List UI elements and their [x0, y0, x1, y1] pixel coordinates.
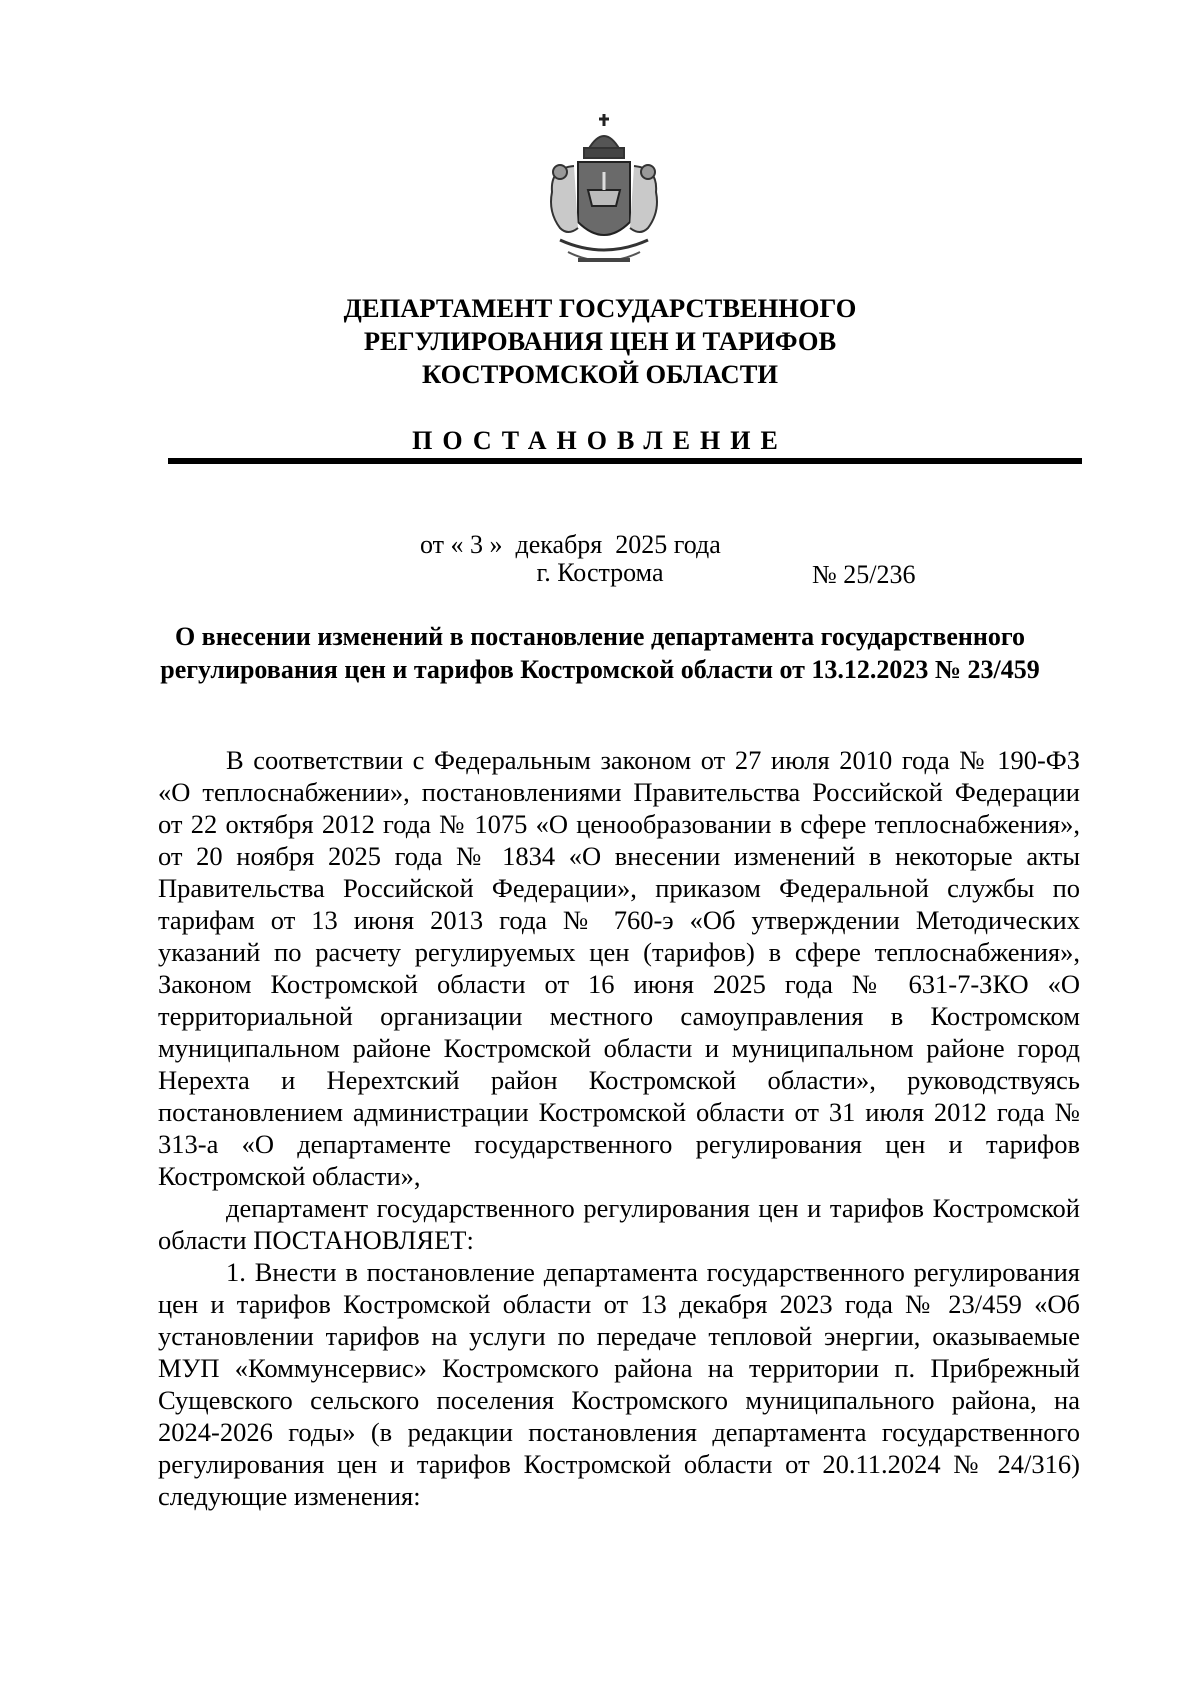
- header-divider: [168, 458, 1082, 464]
- document-city: г. Кострома: [536, 558, 664, 587]
- document-subject: [0, 620, 1200, 686]
- agency-name-line-3: КОСТРОМСКОЙ ОБЛАСТИ: [422, 359, 778, 389]
- agency-name-line-1: ДЕПАРТАМЕНТ ГОСУДАРСТВЕННОГО: [343, 293, 857, 323]
- subject-line-2: регулирования цен и тарифов Костромской области от 13.12.2023 № 23/459: [160, 655, 1040, 684]
- subject-line-1: О внесении изменений в постановление департамента государственного: [174, 622, 1026, 651]
- coat-of-arms-emblem: [538, 110, 670, 270]
- body-paragraph-preamble: В соответствии с Федеральным законом от 27 июля 2010 года № 190-ФЗ «О теплоснабжении», постановлениями Правительства Российской Федерации от 22 октября 2012 года № 1075 «О ценообразовании в сфере теплоснабжения», от 20 ноября 2025 года № 1834 «О внесении изменений в некоторые акты Правительства Российской Федерации», приказом Федеральной службы по тарифам от 13 июня 2013 года № 760-э «Об утверждении Методических указаний по расчету регулируемых цен (тарифов) в сфере теплоснабжения», Законом Костромской области от 16 июня 2025 года № 631-7-ЗКО «О территориальной организации местного самоуправления в Костромском муниципальном районе Костромской области и муниципальном районе город Нерехта и Нерехтский район Костромской области», руководствуясь постановлением администрации Костромской области от 31 июля 2012 года № 313-а «О департаменте государственного регулирования цен и тарифов Костромской области»,: [158, 745, 1080, 1191]
- document-type-heading: ПОСТАНОВЛЕНИЕ: [412, 426, 788, 455]
- document-body: [158, 744, 1080, 1512]
- document-number: № 25/236: [812, 560, 916, 589]
- body-paragraph-resolves: департамент государственного регулирования цен и тарифов Костромской области ПОСТАНОВЛЯЕТ:: [158, 1193, 1080, 1255]
- agency-name: [0, 292, 1200, 391]
- agency-name-line-2: РЕГУЛИРОВАНИЯ ЦЕН И ТАРИФОВ: [363, 326, 837, 356]
- body-paragraph-item-1: 1. Внести в постановление департамента государственного регулирования цен и тарифов Костромской области от 13 декабря 2023 года № 23/459 «Об установлении тарифов на услуги по передаче тепловой энергии, оказываемые МУП «Коммунсервис» Костромского района на территории п. Прибрежный Сущевского сельского поселения Костромского муниципального района, на 2024-2026 годы» (в редакции постановления департамента государственного регулирования цен и тарифов Костромской области от 20.11.2024 № 24/316) следующие изменения:: [158, 1257, 1080, 1511]
- document-date: от « 3 » декабря 2025 года: [420, 530, 721, 559]
